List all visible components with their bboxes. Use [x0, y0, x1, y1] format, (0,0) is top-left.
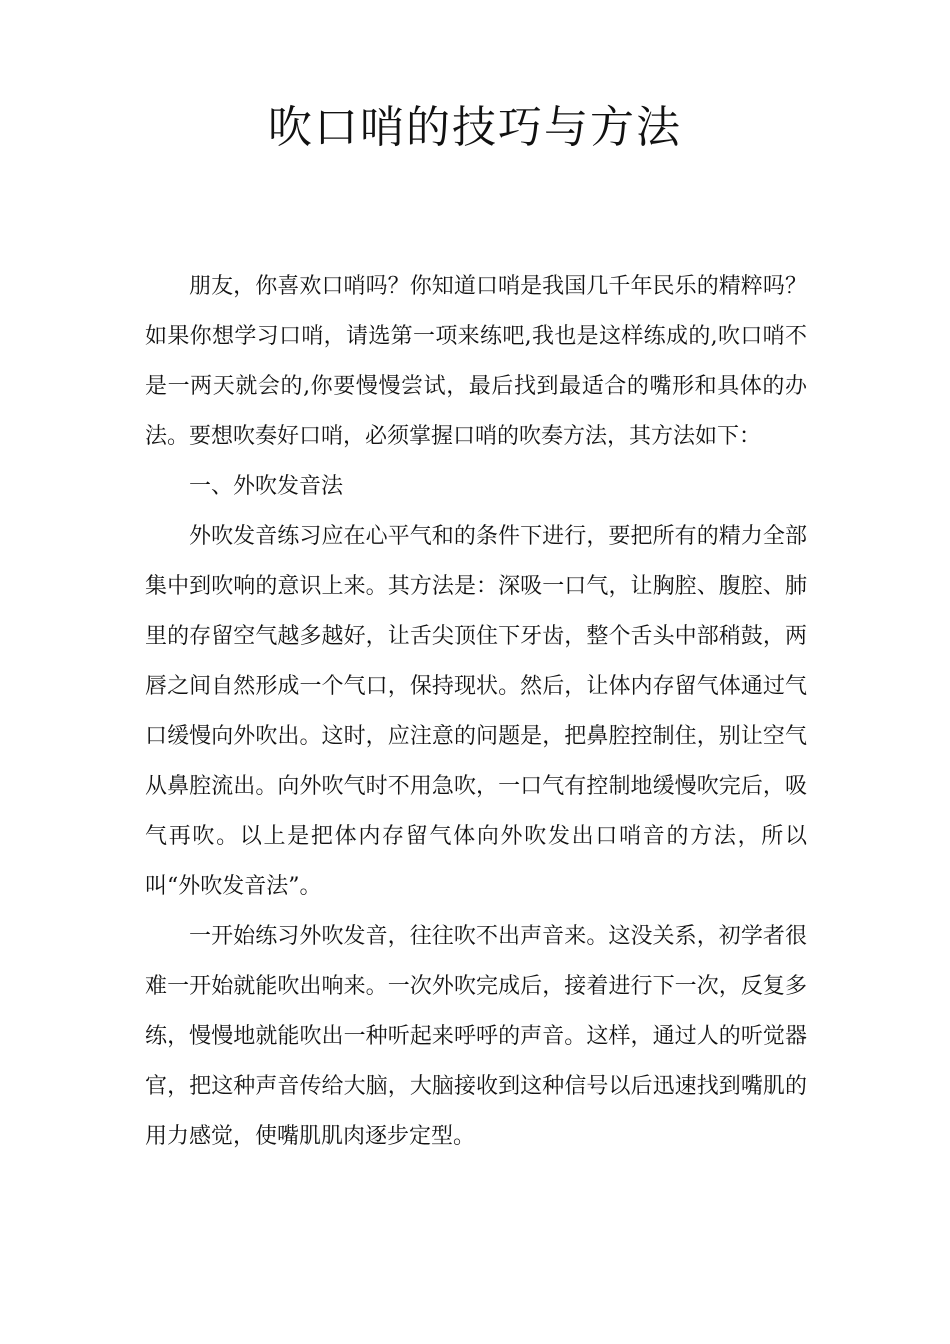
paragraph-practice: 一开始练习外吹发音，往往吹不出声音来。这没关系，初学者很难一开始就能吹出响来。一次外吹完成后，接着进行下一次，反复多练，慢慢地就能吹出一种听起来呼呼的声音。这样，通过人的听觉器官，把这种声音传给大脑，大脑接收到这种信号以后迅速找到嘴肌的用力感觉，使嘴肌肌肉逐步定型。: [145, 924, 807, 1149]
paragraph-method: 外吹发音练习应在心平气和的条件下进行，要把所有的精力全部集中到吹响的意识上来。其方法是：深吸一口气，让胸腔、腹腔、肺里的存留空气越多越好，让舌尖顶住下牙齿，整个舌头中部稍鼓，两唇之间自然形成一个气口，保持现状。然后，让体内存留气体通过气口缓慢向外吹出。这时，应注意的问题是，把鼻腔控制住，别让空气从鼻腔流出。向外吹气时不用急吹，一口气有控制地缓慢吹完后，吸气再吹。以上是把体内存留气体向外吹发出口哨音的方法，所以叫“外吹发音法”。: [145, 524, 807, 899]
document-body: [145, 262, 807, 1162]
document-title: 吹口哨的技巧与方法: [268, 102, 682, 153]
paragraph-intro: 朋友，你喜欢口哨吗？你知道口哨是我国几千年民乐的精粹吗？如果你想学习口哨，请选第一项来练吧,我也是这样练成的,吹口哨不是一两天就会的,你要慢慢尝试，最后找到最适合的嘴形和具体的办法。要想吹奏好口哨，必须掌握口哨的吹奏方法，其方法如下：: [145, 274, 807, 449]
section-heading-external-blowing: 一、外吹发音法: [189, 474, 344, 499]
